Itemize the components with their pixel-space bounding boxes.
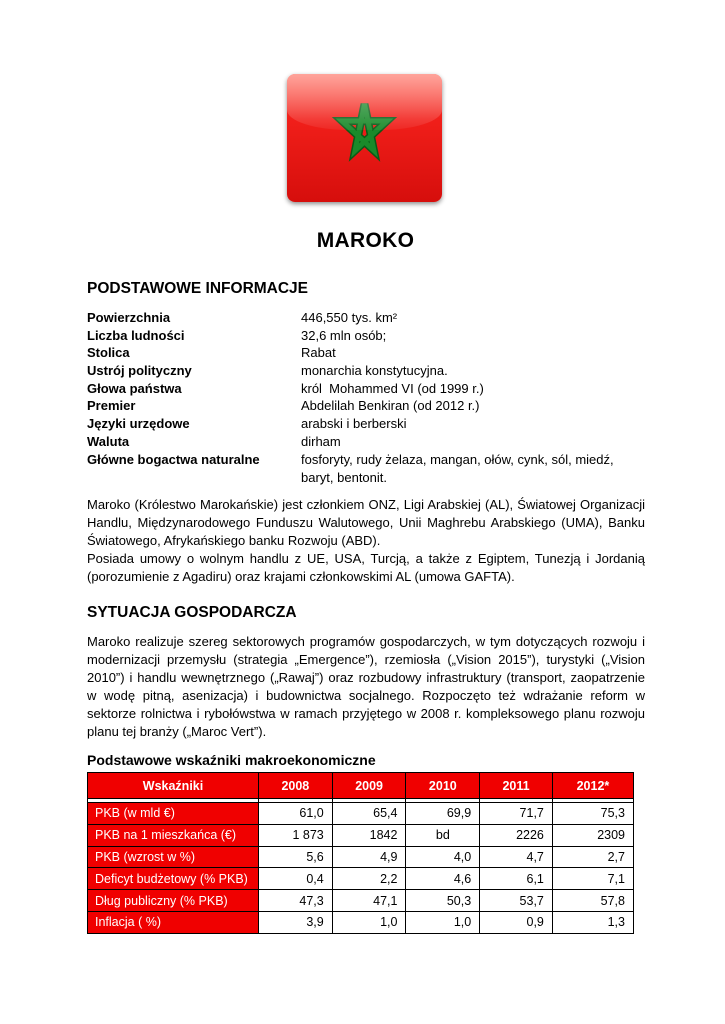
table-cell: 71,7 [480, 803, 553, 825]
table-row [88, 868, 634, 890]
info-value: Rabat [301, 345, 336, 361]
table-cell: 0,4 [259, 868, 333, 890]
info-label: Waluta [87, 433, 130, 449]
column-header: 2009 [332, 773, 406, 799]
flag-gloss [287, 74, 442, 130]
info-label: Powierzchnia [87, 310, 171, 325]
info-row-population [87, 327, 647, 345]
table-row [88, 911, 634, 933]
info-row-capital [87, 344, 647, 362]
table-cell: 2309 [552, 824, 633, 846]
table-cell: 1,0 [332, 911, 406, 933]
table-row [88, 803, 634, 825]
basic-info-list [87, 309, 647, 487]
table-row [88, 890, 634, 912]
table-cell: 61,0 [259, 803, 333, 825]
macro-indicators-table [87, 772, 634, 934]
info-row-resources [87, 451, 647, 487]
table-row [88, 824, 634, 846]
info-value: monarchia konstytucyjna. [301, 363, 448, 379]
economy-heading: SYTUACJA GOSPODARCZA [87, 604, 297, 621]
table-cell: 53,7 [480, 890, 553, 912]
info-row-currency [87, 433, 647, 451]
table-cell: 1,3 [552, 911, 633, 933]
column-header: 2010 [406, 773, 480, 799]
table-cell: 47,3 [259, 890, 333, 912]
table-cell: 2,2 [332, 868, 406, 890]
info-label: Głowa państwa [87, 380, 182, 396]
moroccan-flag [287, 74, 442, 202]
table-cell: 7,1 [552, 868, 633, 890]
info-value: Abdelilah Benkiran (od 2012 r.) [301, 398, 480, 414]
table-cell: 0,9 [480, 911, 553, 933]
info-row-prime-minister [87, 397, 647, 415]
info-value: 32,6 mln osób; [301, 327, 387, 343]
table-row [88, 846, 634, 868]
table-cell: 2,7 [552, 846, 633, 868]
row-label: Dług publiczny (% PKB) [88, 890, 259, 912]
table-cell: 47,1 [332, 890, 406, 912]
info-value: król Mohammed VI (od 1999 r.) [301, 380, 484, 396]
economy-paragraph [87, 633, 645, 741]
table-cell: 57,8 [552, 890, 633, 912]
info-row-area [87, 309, 647, 327]
info-row-head-of-state [87, 380, 647, 398]
table-cell: 5,6 [259, 846, 333, 868]
info-value: arabski i berberski [301, 416, 407, 432]
row-label: PKB (w mld €) [88, 803, 259, 825]
column-header: 2011 [480, 773, 553, 799]
table-cell: bd [406, 824, 480, 846]
row-label: PKB na 1 mieszkańca (€) [88, 824, 259, 846]
paragraph-text: Maroko (Królestwo Marokańskie) jest członkiem ONZ, Ligi Arabskiej (AL), Światowej Organizacji Handlu, Międzynarodowego Funduszu Walutowego, Unii Maghrebu Arabskiego (UMA), Banku Światowego, Afrykańskiego banku Rozwoju (ABD). [87, 497, 645, 548]
info-label: Główne bogactwa naturalne [87, 451, 260, 467]
row-label: Deficyt budżetowy (% PKB) [88, 868, 259, 890]
basic-info-heading: PODSTAWOWE INFORMACJE [87, 280, 309, 297]
table-cell: 1,0 [406, 911, 480, 933]
info-label: Stolica [87, 345, 130, 361]
table-cell: 1842 [332, 824, 406, 846]
info-value: 446,550 tys. km² [301, 310, 398, 325]
table-title: Podstawowe wskaźniki makroekonomiczne [87, 752, 376, 768]
table-cell: 4,6 [406, 868, 480, 890]
info-label: Języki urzędowe [87, 416, 190, 432]
table-cell: 4,0 [406, 846, 480, 868]
table-header-row [88, 773, 634, 799]
page-title [0, 229, 725, 253]
info-row-political-system [87, 362, 647, 380]
membership-paragraph [87, 496, 645, 586]
info-label: Premier [87, 398, 136, 414]
info-value: fosforyty, rudy żelaza, mangan, ołów, cynk, sól, miedź, baryt, bentonit. [301, 451, 614, 485]
column-header: 2012* [552, 773, 633, 799]
info-label: Liczba ludności [87, 327, 185, 343]
info-row-languages [87, 415, 647, 433]
info-value: dirham [301, 433, 341, 449]
table-cell: 75,3 [552, 803, 633, 825]
column-header: 2008 [259, 773, 333, 799]
table-cell: 6,1 [480, 868, 553, 890]
table-cell: 4,7 [480, 846, 553, 868]
table-cell: 69,9 [406, 803, 480, 825]
row-label: PKB (wzrost w %) [88, 846, 259, 868]
row-label: Inflacja ( %) [88, 911, 259, 933]
table-cell: 1 873 [259, 824, 333, 846]
table-cell: 3,9 [259, 911, 333, 933]
table-cell: 4,9 [332, 846, 406, 868]
column-header: Wskaźniki [88, 773, 259, 799]
page-title-text: MAROKO [316, 229, 415, 252]
table-cell: 50,3 [406, 890, 480, 912]
table-cell: 2226 [480, 824, 553, 846]
paragraph-text: Posiada umowy o wolnym handlu z UE, USA, Turcją, a także z Egiptem, Tunezją i Jordanią (porozumienie z Agadiru) oraz krajami członkowskimi AL (umowa GAFTA). [87, 551, 645, 584]
table-cell: 65,4 [332, 803, 406, 825]
paragraph-text: Maroko realizuje szereg sektorowych programów gospodarczych, w tym dotyczących rozwoju i modernizacji przemysłu (strategia „Emergence”), rzemiosła („Vision 2015”), turystyki („Vision 2010”) i handlu wewnętrznego („Rawaj”) oraz rozbudowy infrastruktury (transport, zaopatrzenie w wodę pitną, asenizacja) i budownictwa socjalnego. Rozpoczęto też wdrażanie reform w sektorze rolnictwa i rybołówstwa w ramach przyjętego w 2008 r. kompleksowego planu rozwoju planu tej branży („Maroc Vert”). [87, 634, 645, 739]
info-label: Ustrój polityczny [87, 363, 192, 379]
flag-image [287, 74, 442, 202]
